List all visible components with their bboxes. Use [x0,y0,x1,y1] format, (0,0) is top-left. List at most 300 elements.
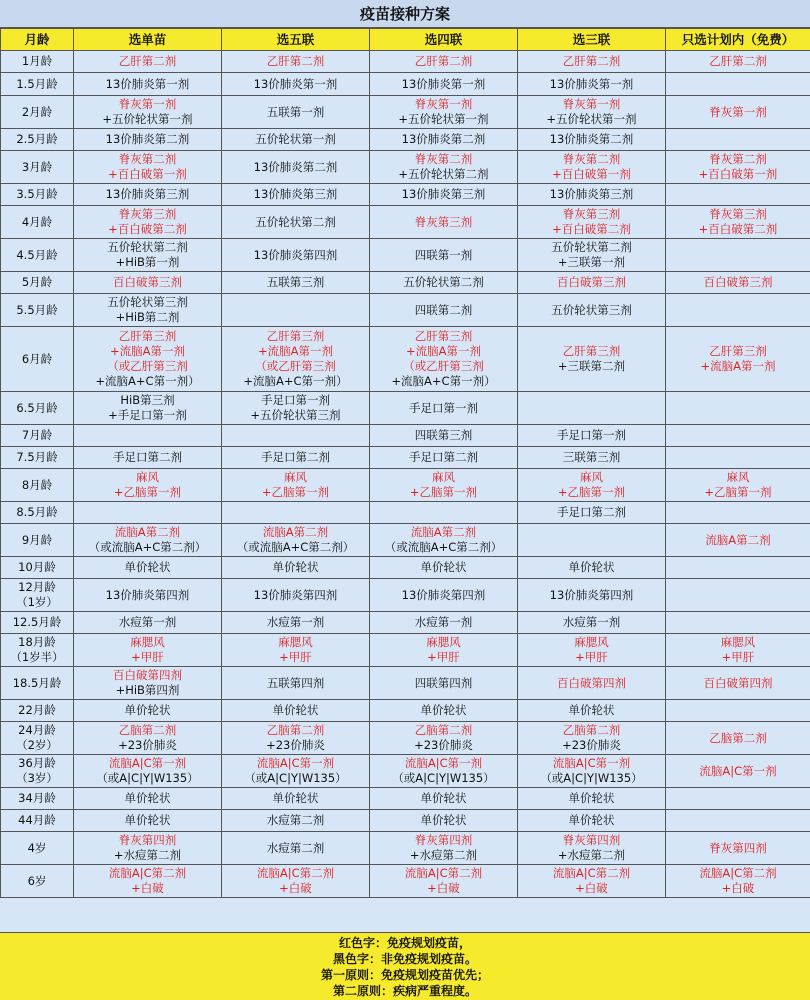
vaccine-dose: +流脑A+C第一剂） [95,374,200,388]
vaccine-dose: 单价轮状 [272,560,319,574]
vaccine-dose: 乙脑第二剂 [414,723,473,737]
vaccine-dose: 麻风 [432,470,455,484]
vaccine-cell [518,272,666,294]
vaccine-dose: （或流脑A+C第二剂） [384,540,503,554]
vaccine-dose: 13价肺炎第一剂 [253,76,338,91]
vaccine-dose: 13价肺炎第三剂 [549,187,634,201]
vaccine-dose: 四联第二剂 [414,302,473,317]
age-label: 5月龄 [21,275,53,289]
age-cell [1,502,74,524]
vaccine-dose: +三联第二剂 [557,359,626,373]
vaccine-dose: +流脑A第一剂 [109,344,185,358]
vaccine-cell [370,788,518,810]
vaccine-cell [666,502,810,524]
vaccine-cell [222,425,370,447]
age-cell [1,151,74,184]
legend-footer [0,932,810,1000]
vaccine-cell [370,129,518,151]
vaccine-dose: +三联第一剂 [557,255,626,269]
vaccine-dose: +乙脑第一剂 [261,485,330,499]
vaccine-cell [370,612,518,634]
vaccine-cell [518,51,666,73]
vaccine-dose: 脊灰第一剂 [562,97,621,111]
vaccine-cell [666,272,810,294]
vaccine-dose: 13价肺炎第三剂 [401,187,486,201]
vaccine-dose: 13价肺炎第二剂 [401,132,486,146]
table-row [1,667,810,700]
vaccine-dose: +五价轮状第一剂 [398,112,489,126]
vaccine-dose: 流脑A|C第一剂 [256,756,335,770]
vaccine-dose: +流脑A+C第一剂） [391,374,496,388]
table-row [1,425,810,447]
age-cell [1,447,74,469]
vaccine-cell [518,73,666,96]
vaccine-cell [222,272,370,294]
vaccine-cell [74,447,222,469]
vaccine-cell [518,700,666,722]
vaccine-dose: 脊灰第三剂 [414,214,473,229]
vaccine-dose: （或流脑A+C第二剂） [236,540,355,554]
vaccine-dose: 13价肺炎第二剂 [105,132,190,146]
vaccine-cell [74,184,222,206]
vaccine-cell [74,788,222,810]
vaccine-dose: 乙肝第二剂 [118,54,177,68]
vaccine-dose: 乙脑第二剂 [118,723,177,737]
vaccine-dose: 麻风 [284,470,307,484]
vaccine-dose: 13价肺炎第三剂 [105,187,190,201]
age-cell [1,667,74,700]
vaccine-dose: 脊灰第二剂 [414,152,473,166]
vaccine-dose: 13价肺炎第四剂 [549,587,634,602]
vaccine-dose: 流脑A第二剂 [410,525,477,539]
vaccine-dose: +百白破第二剂 [552,222,631,236]
vaccine-dose: +手足口第一剂 [108,408,187,422]
vaccine-cell [222,502,370,524]
age-cell [1,272,74,294]
vaccine-cell [222,612,370,634]
vaccine-cell [222,96,370,129]
vaccine-cell [370,206,518,239]
vaccine-cell [518,502,666,524]
vaccine-cell [222,579,370,612]
age-label: 1.5月龄 [16,76,58,91]
vaccine-cell [370,755,518,788]
vaccine-cell [370,151,518,184]
vaccine-dose: 13价肺炎第四剂 [253,247,338,262]
vaccine-cell [518,239,666,272]
vaccine-cell [518,392,666,425]
vaccine-cell [74,392,222,425]
vaccine-cell [74,700,222,722]
age-cell [1,206,74,239]
vaccine-cell [666,788,810,810]
vaccine-cell [666,865,810,898]
vaccine-dose: +甲肝 [721,650,755,664]
vaccine-dose: 百白破第三剂 [113,275,182,289]
table-row [1,51,810,73]
header-trivalent: 选三联 [518,29,666,51]
vaccine-cell [518,524,666,557]
vaccine-cell [74,667,222,700]
vaccine-cell [74,634,222,667]
vaccine-dose: 四联第四剂 [414,675,473,690]
table-row [1,392,810,425]
age-cell [1,392,74,425]
age-cell [1,524,74,557]
age-label: 3月龄 [21,159,53,174]
vaccine-cell [518,129,666,151]
vaccine-cell [518,425,666,447]
age-cell [1,755,74,788]
vaccine-dose: （或乙肝第三剂 [255,359,336,373]
vaccine-dose: 13价肺炎第四剂 [105,587,190,602]
vaccine-dose: +白破 [279,881,312,895]
vaccine-dose: 单价轮状 [568,703,615,717]
age-label: （1岁） [16,595,58,609]
vaccine-dose: 流脑A|C第一剂 [108,756,187,770]
vaccine-dose: 单价轮状 [124,560,171,574]
vaccine-cell [518,810,666,832]
vaccine-dose: +甲肝 [575,650,608,664]
age-cell [1,327,74,392]
age-label: 18月龄 [18,635,56,649]
table-row [1,294,810,327]
schedule-table [0,28,810,898]
vaccine-cell [666,151,810,184]
vaccine-cell [666,73,810,96]
table-row [1,557,810,579]
vaccine-cell [370,73,518,96]
vaccine-cell [74,73,222,96]
table-row [1,634,810,667]
vaccine-cell [222,557,370,579]
age-label: 6月龄 [21,351,53,366]
vaccine-dose: 单价轮状 [420,560,467,574]
age-label: 18.5月龄 [12,675,62,690]
vaccine-dose: 五价轮状第三剂 [551,302,632,317]
vaccine-dose: 单价轮状 [124,791,171,805]
age-label: 9月龄 [21,532,53,547]
age-cell [1,96,74,129]
vaccine-dose: 单价轮状 [124,813,171,827]
vaccine-dose: +乙脑第一剂 [113,485,182,499]
vaccine-cell [666,557,810,579]
vaccine-dose: 单价轮状 [568,560,615,574]
age-label: 4.5月龄 [16,247,58,262]
vaccine-dose: （或A|C|Y|W135） [540,771,643,785]
age-label: 7.5月龄 [16,450,58,464]
vaccine-dose: +甲肝 [279,650,312,664]
vaccine-dose: 流脑A第二剂 [705,532,771,547]
age-label: 3.5月龄 [16,187,58,201]
vaccine-dose: 流脑A第二剂 [114,525,181,539]
vaccine-dose: 脊灰第二剂 [118,152,177,166]
vaccine-dose: +百白破第一剂 [552,167,631,181]
table-row [1,447,810,469]
vaccine-dose: 麻风 [136,470,159,484]
vaccine-cell [74,96,222,129]
age-cell [1,239,74,272]
vaccine-cell [518,327,666,392]
vaccine-cell [370,469,518,502]
vaccine-cell [518,612,666,634]
table-row [1,579,810,612]
vaccine-dose: 四联第一剂 [414,247,473,262]
table-row [1,502,810,524]
vaccine-cell [370,524,518,557]
vaccine-cell [666,634,810,667]
vaccine-cell [74,425,222,447]
vaccine-cell [518,151,666,184]
table-row [1,239,810,272]
vaccine-dose: 流脑A|C第二剂 [404,866,483,880]
vaccine-cell [370,96,518,129]
table-row [1,612,810,634]
age-label: 2月龄 [21,104,53,119]
vaccine-cell [74,502,222,524]
vaccine-dose: 脊灰第一剂 [414,97,473,111]
vaccine-cell [222,722,370,755]
vaccine-cell [370,722,518,755]
vaccine-cell [518,469,666,502]
vaccine-dose: （或流脑A+C第二剂） [88,540,207,554]
vaccine-cell [370,557,518,579]
vaccine-dose: 单价轮状 [272,791,319,805]
vaccine-dose: 单价轮状 [568,791,615,805]
vaccine-cell [666,184,810,206]
vaccine-cell [370,184,518,206]
vaccine-cell [666,294,810,327]
vaccine-cell [666,810,810,832]
vaccine-dose: +HiB第二剂 [115,310,180,324]
vaccine-cell [370,667,518,700]
age-cell [1,469,74,502]
vaccine-dose: 五联第一剂 [266,104,325,119]
vaccine-dose: 单价轮状 [420,813,467,827]
vaccine-dose: 单价轮状 [272,703,319,717]
vaccine-cell [666,425,810,447]
vaccine-dose: 乙肝第三剂 [266,329,325,343]
age-label: 6.5月龄 [16,400,58,415]
vaccine-dose: 麻腮风 [278,635,313,649]
vaccine-cell [666,129,810,151]
vaccine-dose: 脊灰第三剂 [562,207,621,221]
vaccine-dose: +甲肝 [427,650,460,664]
age-cell [1,51,74,73]
vaccine-cell [518,579,666,612]
vaccine-cell [370,447,518,469]
vaccine-cell [74,239,222,272]
vaccine-dose: 水痘第二剂 [266,840,325,855]
vaccine-dose: +白破 [427,881,460,895]
vaccine-dose: +水痘第二剂 [113,848,182,862]
vaccine-dose: 乙肝第三剂 [414,329,473,343]
age-cell [1,832,74,865]
vaccine-cell [666,327,810,392]
vaccine-dose: 乙脑第二剂 [266,723,325,737]
vaccine-cell [222,469,370,502]
age-label: 34月龄 [18,791,56,805]
vaccine-cell [666,51,810,73]
vaccine-dose: +流脑A第一剂 [257,344,333,358]
table-row [1,129,810,151]
vaccine-dose: +23价肺炎 [266,738,325,752]
vaccine-dose: 乙肝第三剂 [118,329,177,343]
age-label: 24月龄 [18,723,56,737]
vaccine-dose: 13价肺炎第二剂 [549,132,634,146]
age-label: 8月龄 [21,477,53,492]
table-row [1,524,810,557]
vaccine-dose: 百白破第四剂 [703,675,773,690]
vaccine-cell [370,392,518,425]
vaccine-cell [666,722,810,755]
age-cell [1,73,74,96]
age-label: 12.5月龄 [12,615,62,629]
vaccine-dose: 脊灰第二剂 [709,152,767,166]
table-row [1,788,810,810]
vaccine-dose: +百白破第二剂 [698,222,778,236]
header-age: 月龄 [1,29,74,51]
vaccine-cell [370,502,518,524]
vaccine-dose: 脊灰第三剂 [118,207,177,221]
vaccine-cell [666,206,810,239]
vaccine-dose: 五联第三剂 [266,275,325,289]
vaccine-cell [222,206,370,239]
age-label: 12月龄 [18,580,56,594]
vaccine-dose: +流脑A第一剂 [700,359,776,373]
vaccine-dose: 流脑A|C第二剂 [699,866,777,880]
table-row [1,96,810,129]
vaccine-cell [74,755,222,788]
table-row [1,722,810,755]
vaccine-cell [666,755,810,788]
vaccine-cell [222,129,370,151]
vaccine-dose: 乙肝第二剂 [562,54,621,68]
vaccine-dose: 百白破第三剂 [703,275,773,289]
vaccine-cell [74,557,222,579]
vaccine-dose: 五价轮状第二剂 [255,214,336,229]
vaccine-dose: 流脑A|C第一剂 [404,756,483,770]
vaccine-dose: +23价肺炎 [118,738,177,752]
table-row [1,810,810,832]
vaccine-cell [518,557,666,579]
table-row [1,832,810,865]
vaccine-cell [222,667,370,700]
vaccine-dose: 13价肺炎第四剂 [401,587,486,602]
header-tetravalent: 选四联 [370,29,518,51]
age-label: （1岁半） [10,650,64,664]
vaccine-cell [518,96,666,129]
vaccine-cell [666,700,810,722]
age-cell [1,634,74,667]
vaccine-dose: +23价肺炎 [414,738,473,752]
age-cell [1,722,74,755]
vaccine-dose: 流脑A第二剂 [262,525,329,539]
vaccine-cell [74,327,222,392]
vaccine-dose: 麻腮风 [426,635,461,649]
age-label: 1月龄 [21,54,53,68]
vaccine-cell [666,524,810,557]
vaccine-dose: 单价轮状 [568,813,615,827]
vaccine-cell [518,634,666,667]
vaccine-dose: 乙肝第二剂 [266,54,325,68]
vaccine-cell [518,832,666,865]
vaccine-dose: （或A|C|Y|W135） [96,771,199,785]
vaccine-dose: +HiB第一剂 [115,255,180,269]
age-label: 36月龄 [18,756,56,770]
vaccine-dose: 乙脑第二剂 [562,723,621,737]
age-cell [1,129,74,151]
vaccine-cell [74,151,222,184]
age-label: （3岁） [16,771,58,785]
vaccine-dose: 麻腮风 [574,635,609,649]
vaccine-dose: +白破 [721,881,755,895]
vaccine-dose: +白破 [131,881,164,895]
age-label: 4岁 [27,840,47,855]
vaccine-dose: +百白破第一剂 [108,167,187,181]
vaccine-dose: 麻风 [580,470,603,484]
vaccine-cell [74,579,222,612]
vaccine-cell [74,206,222,239]
age-label: 44月龄 [18,813,56,827]
vaccine-dose: 麻腮风 [130,635,165,649]
header-free-plan: 只选计划内（免费） [666,29,810,51]
vaccine-cell [222,788,370,810]
vaccine-cell [222,810,370,832]
vaccine-cell [222,392,370,425]
vaccine-cell [370,425,518,447]
vaccine-cell [518,667,666,700]
vaccine-cell [74,612,222,634]
vaccine-dose: +百白破第二剂 [108,222,187,236]
header-pentavalent: 选五联 [222,29,370,51]
vaccine-dose: 麻风 [726,470,750,484]
vaccine-cell [666,239,810,272]
vaccine-cell [370,51,518,73]
vaccine-cell [370,294,518,327]
age-label: （2岁） [16,738,58,752]
vaccine-dose: 脊灰第一剂 [118,97,177,111]
vaccine-dose: 五价轮状第一剂 [255,132,336,146]
vaccine-dose: 脊灰第二剂 [562,152,621,166]
vaccine-dose: +五价轮状第一剂 [546,112,637,126]
table-row [1,272,810,294]
vaccine-dose: 手足口第一剂 [409,400,478,415]
age-label: 10月龄 [18,560,56,574]
vaccine-cell [222,755,370,788]
age-cell [1,579,74,612]
vaccine-dose: 手足口第二剂 [261,450,330,464]
vaccine-cell [518,755,666,788]
vaccine-cell [74,294,222,327]
vaccine-cell [370,810,518,832]
vaccine-dose: 13价肺炎第一剂 [401,76,486,91]
vaccine-dose: 麻腮风 [720,635,756,649]
vaccine-dose: 手足口第一剂 [557,428,626,442]
vaccine-dose: 手足口第一剂 [261,393,330,407]
vaccine-dose: 手足口第二剂 [557,505,626,519]
vaccine-cell [518,184,666,206]
vaccine-dose: +百白破第一剂 [698,167,778,181]
vaccine-dose: 手足口第二剂 [409,450,478,464]
vaccine-cell [222,151,370,184]
vaccine-dose: 三联第三剂 [562,450,621,464]
vaccine-dose: 手足口第二剂 [113,450,182,464]
vaccine-dose: +五价轮状第二剂 [398,167,489,181]
age-cell [1,810,74,832]
vaccine-cell [666,832,810,865]
vaccine-dose: （或乙肝第三剂 [107,359,188,373]
